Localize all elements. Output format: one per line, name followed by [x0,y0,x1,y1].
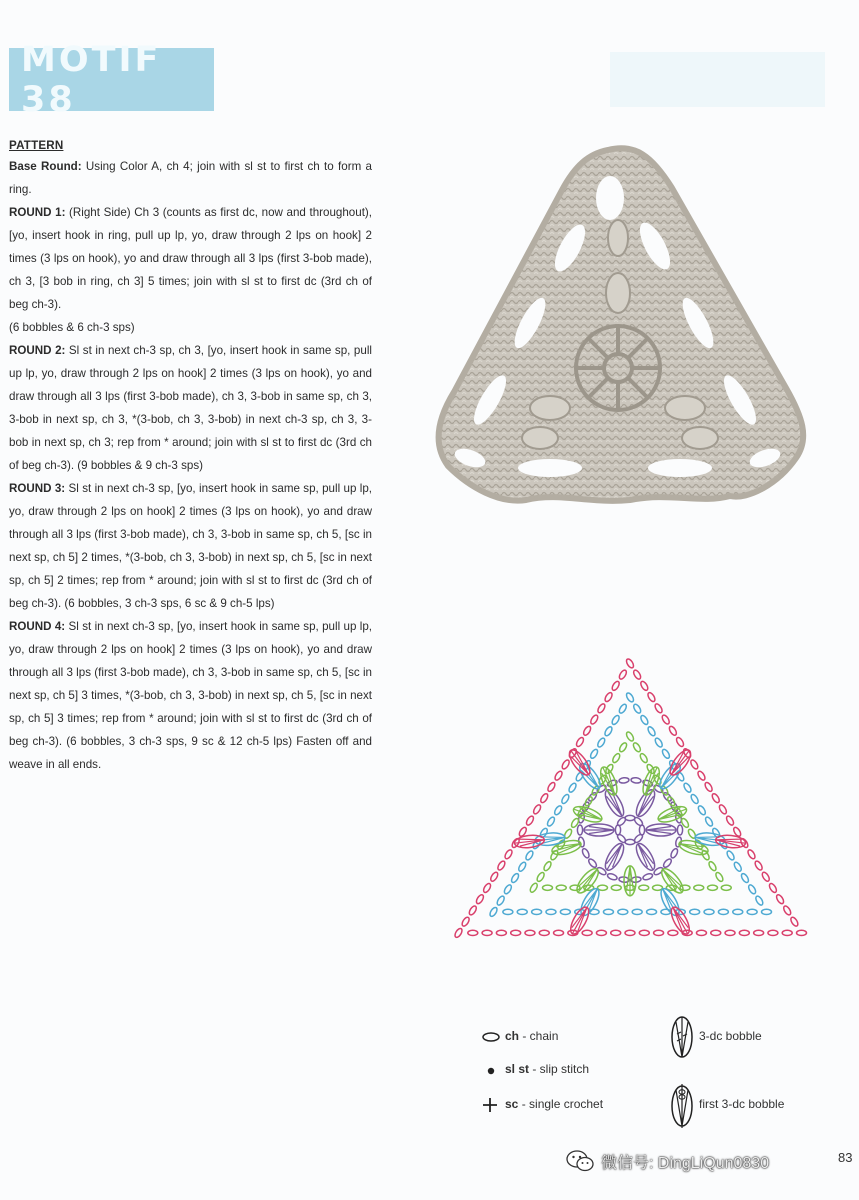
chart-round3-chain [639,714,649,725]
chart-round4-chain [482,882,492,893]
chart-round2-chain [714,871,724,882]
chart-round3-chain [747,909,757,914]
round-text: Sl st in next ch-3 sp, [yo, insert hook in same sp, pull up lp, yo, draw through 2 lps on hook] 2 times (3 lps on hook), yo and draw through all 3 lps (first 3-bob made), ch 3, 3-bob in same sp, ch 5, [sc in next sp, ch 5] 3 times, *(3-bob, ch 3, 3-bob) in next sp, ch 5, [sc in next sp, ch 5] 3 times; rep from * around; join with sl st to first dc (3rd ch of beg ch-3). (6 bobbles, 3 ch-3 sps, 9 sc & 12 ch-5 lps) Fasten off and weave in all ends. [9,620,373,771]
first-bobble-symbol-icon [668,1082,696,1130]
motif-photo [430,138,825,518]
chart-round4-chain [711,930,721,935]
chart-round3-chain [690,793,700,804]
legend-chain-desc: - chain [519,1029,559,1043]
chart-round4-chain [696,930,706,935]
chart-round3-chain [726,850,736,861]
chart-round4-chain [782,930,792,935]
pattern-paragraph-round4 [9,615,372,776]
chart-round4-chain [525,815,535,826]
chart-round1-chain [670,848,679,859]
legend-single-crochet-desc: - single crochet [518,1097,604,1111]
chart-round2-bobble [658,865,686,896]
chain-symbol-icon [481,1031,501,1043]
chart-round4-chain [654,703,664,714]
chart-round4-chain [597,703,607,714]
chart-round4-chain [797,930,807,935]
legend-slip-stitch-desc: - slip stitch [529,1062,590,1076]
chart-round3-chain [704,816,714,827]
chart-round2-chain [708,885,718,890]
chart-ring-chain [625,839,635,844]
legend-single-crochet-abbr: sc [505,1097,519,1111]
chart-round4-chain [454,927,464,938]
chart-round2-chain [721,885,731,890]
single-crochet-symbol-icon [482,1097,498,1113]
chart-round2-chain [611,885,621,890]
chart-round3-chain [733,909,743,914]
chart-round1-bobble [646,824,676,836]
chart-round3-chain [647,726,657,737]
round-text: Sl st in next ch-3 sp, ch 3, [yo, insert hook in same sp, pull up lp, yo, draw through 2 lps on hook] 2 times (3 lps on hook), yo and draw through all 3 lps (first 3-bob made), ch 3, 3-bob in same sp, ch 3, 3-bob in next sp, ch 3, *(3-bob, ch 3, 3-bob) in next ch-3 sp, ch 3, 3-bob in next sp, ch 3; rep from * around; join with sl st to first dc (3rd ch of beg ch-3). (9 bobbles & 9 ch-3 sps) [9,344,372,472]
chart-round2-bobble [656,803,688,825]
chart-round1-chain [581,848,590,859]
chart-round4-chain [754,930,764,935]
chart-round4-chain [547,781,557,792]
legend-single-crochet [505,1097,603,1111]
chart-round2-bobble [677,838,709,858]
chart-round2-chain [646,763,656,774]
chart-round4-chain [618,669,628,680]
chart-round2-chain [611,752,621,763]
watermark [565,1148,769,1174]
chart-round4-chain [582,725,592,736]
chart-round1-chain [577,825,582,835]
chart-round4-chain [754,860,764,871]
chart-round3-chain [503,909,513,914]
chart-ring-chain [625,815,635,820]
chart-round4-chain [725,930,735,935]
chart-round3-chain [625,692,635,703]
chart-round3-chain [532,909,542,914]
pattern-text [9,136,372,776]
chart-round3-chain [733,861,743,872]
chart-round4-chain [768,930,778,935]
chart-round4-chain [539,793,549,804]
chart-round2-chain [639,885,649,890]
chart-round4-chain [639,930,649,935]
chart-round3-chain [754,895,764,906]
chart-round3-chain [546,816,556,827]
chart-round4-chain [775,894,785,905]
chart-round4-chain [468,930,478,935]
chart-round1-bobble [602,841,627,873]
chart-round2-chain [536,871,546,882]
chart-round4-chain [668,930,678,935]
chart-round1-chain [642,873,653,881]
chart-round3-chain [560,909,570,914]
chart-round4-chain [475,894,485,905]
chart-round4-chain [668,725,678,736]
chart-round1-chain [587,858,598,869]
chart-round3-chain [683,782,693,793]
watermark-text: 微信号: DingLiQun0830 [601,1154,770,1172]
chart-round2-chain [543,861,553,872]
chart-round3-chain [553,805,563,816]
chart-round3-chain [503,884,513,895]
chart-round2-chain [604,763,614,774]
chart-round4-chain [718,804,728,815]
chart-round4-chain [675,736,685,747]
chart-round4-chain [461,916,471,927]
chart-round4-chain [539,930,549,935]
chart-round3-chain [517,909,527,914]
chart-round4-chain [482,930,492,935]
chart-round3-chain [654,737,664,748]
chart-round4-chain [589,714,599,725]
chart-round3-chain [718,909,728,914]
chart-round2-chain [632,742,642,753]
page-number: 83 [838,1150,853,1165]
chart-round4-chain [747,849,757,860]
chart-round1-chain [619,777,630,783]
legend-chain-abbr: ch [505,1029,520,1043]
chart-round3-chain [489,906,499,917]
chart-round3-chain [603,909,613,914]
chart-round4-chain [532,804,542,815]
chart-round2-bobble [550,838,582,858]
chart-round4-chain [489,871,499,882]
chart-round4-chain [554,930,564,935]
title-banner [9,39,214,120]
pattern-paragraph-round1-count [9,316,372,339]
chart-round4-chain [739,930,749,935]
chart-round1-chain [662,858,673,869]
chart-round4-chain [625,658,635,669]
pattern-paragraph-round2 [9,339,372,477]
chart-round2-chain [639,752,649,763]
chart-round3-chain [604,726,614,737]
chart-round2-bobble [624,866,636,896]
pattern-paragraph-round1 [9,201,372,316]
legend-first-bobble: first 3-dc bobble [699,1097,785,1111]
chart-round3-chain [762,909,772,914]
chart-round3-chain [697,805,707,816]
chart-round4-chain [711,793,721,804]
chart-round4-chain [554,770,564,781]
chart-round3-chain [525,850,535,861]
faded-banner [610,52,825,107]
wechat-logo-icon [565,1148,595,1174]
chart-round4-chain [789,916,799,927]
page-title: MOTIF 38 [21,39,162,120]
chart-round3-chain [704,909,714,914]
chart-round4-chain [596,930,606,935]
chart-round4-chain [639,680,649,691]
chart-round3-chain [510,872,520,883]
round-label: ROUND 1: [9,206,66,219]
chart-round2-chain [666,796,676,807]
round-text: (Right Side) Ch 3 (counts as first dc, now and throughout), [yo, insert hook in ring, pull up lp, yo, draw through 2 lps on hook] 2 times (3 lps on hook), yo and draw through all 3 lps (first 3-bob made), ch 3, [3 bob in ring, ch 3] 5 times; join with sl st to first dc (3rd ch of beg ch-3). [9,206,372,311]
chart-round4-chain [611,680,621,691]
chart-round1-chain [607,873,618,881]
chart-round4-chain [561,759,571,770]
chart-round4-chain [511,930,521,935]
chart-round4-chain [654,930,664,935]
chart-round2-chain [653,885,663,890]
chart-round1-chain [631,777,642,783]
chart-round2-bobble [571,803,603,825]
chart-round3-chain [496,895,506,906]
chart-round1-bobble [584,824,614,836]
round-text: Using Color A, ch 4; join with sl st to first ch to form a ring. [9,160,373,196]
round-label: ROUND 4: [9,620,66,633]
chart-round3-chain [568,782,578,793]
round-text: Sl st in next ch-3 sp, [yo, insert hook in same sp, pull up lp, yo, draw through 2 lps on hook] 2 times (3 lps on hook), yo and draw through all 3 lps (first 3-bob made), ch 3, 3-bob in same sp, ch 5, [sc in next sp, ch 5] 2 times, *(3-bob, ch 3, 3-bob) in next sp, ch 5, [sc in next sp, ch 5] 2 times; rep from * around; join with sl st to first dc (3rd ch of beg ch-3). (6 bobbles, 3 ch-3 sps, 6 sc & 9 ch-5 lps) [9,482,373,610]
chart-round4-chain [582,930,592,935]
chart-round3-chain [632,909,642,914]
chart-round1-chain [677,825,682,835]
legend-bobble: 3-dc bobble [699,1029,762,1043]
chart-round4-chain [468,905,478,916]
chart-round3-chain [560,793,570,804]
round-label: ROUND 2: [9,344,66,357]
chart-round4-chain [689,759,699,770]
chart-round4-chain [575,736,585,747]
chart-round3-chain [611,714,621,725]
chart-round3-chain [747,884,757,895]
pattern-heading: PATTERN [9,139,64,152]
chart-round2-chain [543,885,553,890]
chart-round4-chain [525,930,535,935]
legend-slip-stitch-abbr: sl st [505,1062,530,1076]
chart-round4-chain [768,882,778,893]
round-label: ROUND 3: [9,482,66,495]
chart-round4-chain [782,905,792,916]
chart-round3-chain [517,861,527,872]
chart-round4-chain [697,770,707,781]
chart-round4-chain [625,930,635,935]
chart-round3-chain [596,737,606,748]
chart-round4-chain [611,930,621,935]
chart-round2-chain [556,885,566,890]
chart-round2-chain [694,885,704,890]
chart-round3-chain [589,748,599,759]
chart-round2-bobble [573,865,601,896]
pattern-paragraph-round3 [9,477,372,615]
chart-round3-chain [661,748,671,759]
chart-round3-chain [618,703,628,714]
chart-ring-chain [639,825,644,835]
chart-round2-chain [625,731,635,742]
round-label: Base Round: [9,160,82,173]
chart-ring-chain [633,816,644,827]
chart-round2-chain [584,796,594,807]
chart-round4-chain [496,860,506,871]
chart-round2-chain [598,885,608,890]
chart-round4-chain [504,849,514,860]
chart-round4-chain [647,691,657,702]
chart-round4-chain [725,815,735,826]
chart-round3-chain [740,872,750,883]
chart-round4-chain [761,871,771,882]
legend-chain [505,1029,558,1043]
chart-round4-chain [661,714,671,725]
chart-round3-chain [546,909,556,914]
slip-stitch-symbol-icon [486,1066,496,1076]
bobble-symbol-icon [668,1014,696,1060]
crochet-chart [430,595,830,975]
chart-round3-chain [690,909,700,914]
chart-round2-chain [708,861,718,872]
chart-round2-chain [529,882,539,893]
chart-round3-chain [647,909,657,914]
legend-slip-stitch [505,1062,589,1076]
chart-round1-bobble [633,841,658,873]
chart-round4-chain [704,781,714,792]
chart-round3-chain [618,909,628,914]
chart-round2-chain [618,742,628,753]
round-text: (6 bobbles & 6 ch-3 sps) [9,321,135,334]
chart-round3-chain [632,703,642,714]
pattern-paragraph-base [9,155,372,201]
chart-round4-chain [632,669,642,680]
chart-round4-chain [604,691,614,702]
chart-ring-chain [615,825,620,835]
chart-round4-chain [496,930,506,935]
